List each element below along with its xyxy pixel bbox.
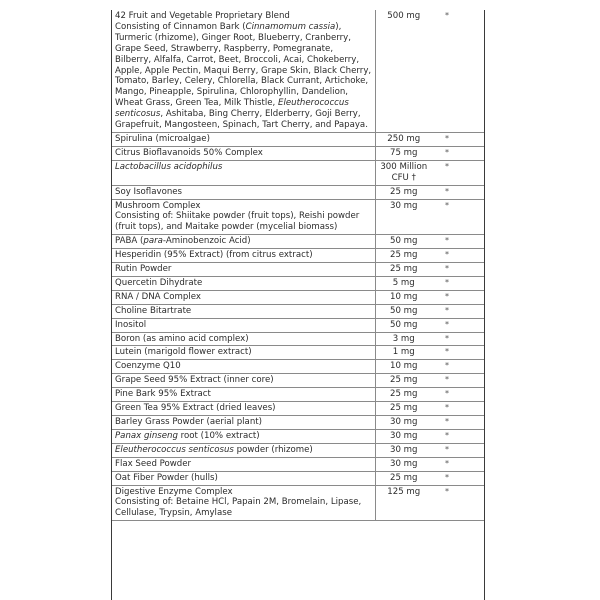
ingredient-amount: 30 mg bbox=[375, 457, 432, 471]
ingredient-name bbox=[115, 236, 372, 247]
ingredient-name-cell bbox=[112, 485, 375, 521]
ingredient-row bbox=[112, 10, 484, 132]
ingredient-row bbox=[112, 332, 484, 346]
ingredient-amount: 30 mg bbox=[375, 443, 432, 457]
ingredient-name-cell bbox=[112, 235, 375, 249]
ingredient-row bbox=[112, 374, 484, 388]
ingredient-name bbox=[115, 375, 372, 386]
ingredient-amount: 300 Million CFU † bbox=[375, 160, 432, 185]
italic-text: Eleutherococcus senticosus bbox=[115, 444, 234, 455]
ingredient-row bbox=[112, 160, 484, 185]
daily-value-marker: * bbox=[432, 429, 484, 443]
ingredient-row bbox=[112, 235, 484, 249]
text-segment: Rutin Powder bbox=[115, 264, 172, 275]
ingredient-row bbox=[112, 388, 484, 402]
italic-text: Lactobacillus acidophilus bbox=[115, 161, 223, 172]
daily-value-marker: * bbox=[432, 146, 484, 160]
ingredient-amount: 3 mg bbox=[375, 332, 432, 346]
ingredient-amount: 30 mg bbox=[375, 199, 432, 235]
ingredient-name-cell bbox=[112, 457, 375, 471]
ingredient-name bbox=[115, 487, 372, 498]
ingredient-row bbox=[112, 429, 484, 443]
ingredient-row bbox=[112, 276, 484, 290]
ingredient-amount: 30 mg bbox=[375, 416, 432, 430]
text-segment: Boron (as amino acid complex) bbox=[115, 333, 249, 344]
ingredient-name-cell bbox=[112, 318, 375, 332]
ingredient-row bbox=[112, 290, 484, 304]
ingredient-row bbox=[112, 146, 484, 160]
ingredient-name bbox=[115, 459, 372, 470]
text-segment: Coenzyme Q10 bbox=[115, 361, 181, 372]
text-segment: PABA ( bbox=[115, 236, 144, 247]
ingredient-name bbox=[115, 134, 372, 145]
text-segment: Consisting of Cinnamon Bark ( bbox=[115, 21, 246, 32]
ingredient-amount: 5 mg bbox=[375, 276, 432, 290]
daily-value-marker: * bbox=[432, 132, 484, 146]
ingredient-name-cell bbox=[112, 290, 375, 304]
ingredient-name-cell bbox=[112, 249, 375, 263]
text-segment: Inositol bbox=[115, 319, 147, 330]
text-segment: Consisting of: Betaine HCl, Papain 2M, Bromelain, Lipase, Cellulase, Trypsin, Amylase bbox=[115, 497, 362, 519]
ingredient-name-cell bbox=[112, 263, 375, 277]
ingredient-name bbox=[115, 473, 372, 484]
daily-value-marker: * bbox=[432, 249, 484, 263]
text-segment: -Aminobenzoic Acid) bbox=[162, 236, 251, 247]
ingredient-amount: 75 mg bbox=[375, 146, 432, 160]
text-segment: Flax Seed Powder bbox=[115, 458, 192, 469]
ingredient-name-cell bbox=[112, 346, 375, 360]
daily-value-marker: * bbox=[432, 402, 484, 416]
ingredient-name-cell bbox=[112, 160, 375, 185]
ingredient-name-cell bbox=[112, 360, 375, 374]
ingredient-amount: 125 mg bbox=[375, 485, 432, 521]
ingredient-row bbox=[112, 416, 484, 430]
italic-text: para bbox=[143, 236, 163, 247]
ingredient-name-cell bbox=[112, 429, 375, 443]
text-segment: Digestive Enzyme Complex bbox=[115, 486, 233, 497]
daily-value-marker: * bbox=[432, 276, 484, 290]
ingredient-name bbox=[115, 201, 372, 212]
daily-value-marker: * bbox=[432, 485, 484, 521]
daily-value-marker: * bbox=[432, 374, 484, 388]
ingredient-amount: 10 mg bbox=[375, 360, 432, 374]
ingredient-name-cell bbox=[112, 146, 375, 160]
daily-value-marker: * bbox=[432, 471, 484, 485]
ingredient-name bbox=[115, 403, 372, 414]
ingredient-row bbox=[112, 457, 484, 471]
ingredient-name bbox=[115, 187, 372, 198]
ingredient-name-cell bbox=[112, 402, 375, 416]
ingredient-row bbox=[112, 485, 484, 521]
text-segment: Citrus Bioflavanoids 50% Complex bbox=[115, 147, 263, 158]
ingredient-name bbox=[115, 431, 372, 442]
daily-value-marker: * bbox=[432, 457, 484, 471]
daily-value-marker: * bbox=[432, 160, 484, 185]
daily-value-marker: * bbox=[432, 332, 484, 346]
ingredient-amount: 25 mg bbox=[375, 374, 432, 388]
daily-value-marker: * bbox=[432, 416, 484, 430]
ingredient-name-cell bbox=[112, 304, 375, 318]
ingredient-name bbox=[115, 417, 372, 428]
text-segment: Barley Grass Powder (aerial plant) bbox=[115, 417, 262, 427]
ingredient-row bbox=[112, 249, 484, 263]
ingredients-table-body bbox=[112, 10, 484, 521]
ingredient-name-cell bbox=[112, 443, 375, 457]
ingredient-name-cell bbox=[112, 199, 375, 235]
ingredient-amount: 50 mg bbox=[375, 235, 432, 249]
ingredient-amount: 30 mg bbox=[375, 429, 432, 443]
text-segment: Consisting of: Shiitake powder (fruit tops), Reishi powder (fruit tops), and Maitake powder (mycelial biomass) bbox=[115, 211, 360, 233]
ingredient-description bbox=[115, 497, 372, 519]
ingredient-row bbox=[112, 360, 484, 374]
daily-value-marker: * bbox=[432, 346, 484, 360]
ingredient-name bbox=[115, 361, 372, 372]
supplement-facts-panel bbox=[111, 10, 485, 600]
ingredient-name-cell bbox=[112, 416, 375, 430]
text-segment: powder (rhizome) bbox=[233, 444, 313, 455]
daily-value-marker: * bbox=[432, 290, 484, 304]
ingredient-row bbox=[112, 304, 484, 318]
ingredient-row bbox=[112, 263, 484, 277]
ingredient-name bbox=[115, 278, 372, 289]
ingredient-row bbox=[112, 471, 484, 485]
daily-value-marker: * bbox=[432, 10, 484, 132]
text-segment: Green Tea 95% Extract (dried leaves) bbox=[115, 403, 276, 414]
ingredient-name bbox=[115, 306, 372, 317]
italic-text: Cinnamomum cassia bbox=[245, 21, 336, 32]
ingredient-name-cell bbox=[112, 185, 375, 199]
ingredient-amount: 25 mg bbox=[375, 471, 432, 485]
ingredient-name bbox=[115, 347, 372, 358]
daily-value-marker: * bbox=[432, 235, 484, 249]
ingredient-amount: 50 mg bbox=[375, 318, 432, 332]
ingredient-amount: 10 mg bbox=[375, 290, 432, 304]
text-segment: 42 Fruit and Vegetable Proprietary Blend bbox=[115, 11, 290, 21]
text-segment: Choline Bitartrate bbox=[115, 305, 192, 316]
ingredient-amount: 25 mg bbox=[375, 263, 432, 277]
ingredients-table bbox=[112, 10, 484, 521]
ingredient-name bbox=[115, 250, 372, 261]
ingredient-amount: 25 mg bbox=[375, 388, 432, 402]
ingredient-amount: 50 mg bbox=[375, 304, 432, 318]
ingredient-name bbox=[115, 11, 372, 22]
text-segment: Oat Fiber Powder (hulls) bbox=[115, 472, 218, 483]
ingredient-name-cell bbox=[112, 332, 375, 346]
ingredient-amount: 500 mg bbox=[375, 10, 432, 132]
italic-text: Eleutherococcus senticosus bbox=[115, 98, 349, 120]
daily-value-marker: * bbox=[432, 304, 484, 318]
ingredient-row bbox=[112, 199, 484, 235]
ingredient-name bbox=[115, 162, 372, 173]
ingredient-name-cell bbox=[112, 10, 375, 132]
ingredient-amount: 1 mg bbox=[375, 346, 432, 360]
daily-value-marker: * bbox=[432, 318, 484, 332]
text-segment: Mushroom Complex bbox=[115, 200, 201, 211]
ingredient-name bbox=[115, 389, 372, 400]
text-segment: ), Turmeric (rhizome), Ginger Root, Blueberry, Cranberry, Grape Seed, Strawberry, Raspberry, Pomegranate, Bilberry, Alfalfa, Carrot, Beet, Broccoli, Acai, Chokeberry, Apple, Apple Pectin, Maqui Berry, Grape Skin, Black Cherry, Tomato, Barley, Celery, Chlorella, Black Currant, Artichoke, Mango, Pineapple, Spirulina, Chlorophyllin, Dandelion, Wheat Grass, Green Tea, Milk Thistle, bbox=[115, 21, 372, 109]
ingredient-description bbox=[115, 22, 372, 131]
ingredient-name-cell bbox=[112, 132, 375, 146]
ingredient-name bbox=[115, 334, 372, 345]
ingredient-row bbox=[112, 318, 484, 332]
ingredient-row bbox=[112, 402, 484, 416]
ingredient-name-cell bbox=[112, 374, 375, 388]
ingredient-name bbox=[115, 320, 372, 331]
text-segment: Hesperidin (95% Extract) (from citrus extract) bbox=[115, 250, 313, 261]
daily-value-marker: * bbox=[432, 185, 484, 199]
text-segment: Grape Seed 95% Extract (inner core) bbox=[115, 375, 274, 386]
ingredient-row bbox=[112, 185, 484, 199]
ingredient-name-cell bbox=[112, 471, 375, 485]
text-segment: RNA / DNA Complex bbox=[115, 291, 201, 302]
ingredient-name bbox=[115, 148, 372, 159]
ingredient-amount: 25 mg bbox=[375, 402, 432, 416]
daily-value-marker: * bbox=[432, 360, 484, 374]
text-segment: Spirulina (microalgae) bbox=[115, 133, 210, 144]
ingredient-name bbox=[115, 292, 372, 303]
ingredient-row bbox=[112, 132, 484, 146]
italic-text: Panax ginseng bbox=[115, 430, 178, 441]
ingredient-row bbox=[112, 346, 484, 360]
ingredient-amount: 25 mg bbox=[375, 249, 432, 263]
ingredient-amount: 25 mg bbox=[375, 185, 432, 199]
ingredient-name bbox=[115, 264, 372, 275]
text-segment: Pine Bark 95% Extract bbox=[115, 389, 211, 400]
text-segment: Lutein (marigold flower extract) bbox=[115, 347, 252, 358]
ingredient-name-cell bbox=[112, 276, 375, 290]
ingredient-row bbox=[112, 443, 484, 457]
ingredient-name bbox=[115, 445, 372, 456]
text-segment: , Ashitaba, Bing Cherry, Elderberry, Goji Berry, Grapefruit, Mangosteen, Spinach, Tart Cherry, and Papaya. bbox=[115, 109, 368, 131]
text-segment: Quercetin Dihydrate bbox=[115, 277, 203, 288]
daily-value-marker: * bbox=[432, 263, 484, 277]
daily-value-marker: * bbox=[432, 388, 484, 402]
ingredient-amount: 250 mg bbox=[375, 132, 432, 146]
ingredient-description bbox=[115, 211, 372, 233]
ingredient-name-cell bbox=[112, 388, 375, 402]
text-segment: Soy Isoflavones bbox=[115, 186, 183, 197]
text-segment: root (10% extract) bbox=[177, 430, 260, 441]
daily-value-marker: * bbox=[432, 199, 484, 235]
daily-value-marker: * bbox=[432, 443, 484, 457]
